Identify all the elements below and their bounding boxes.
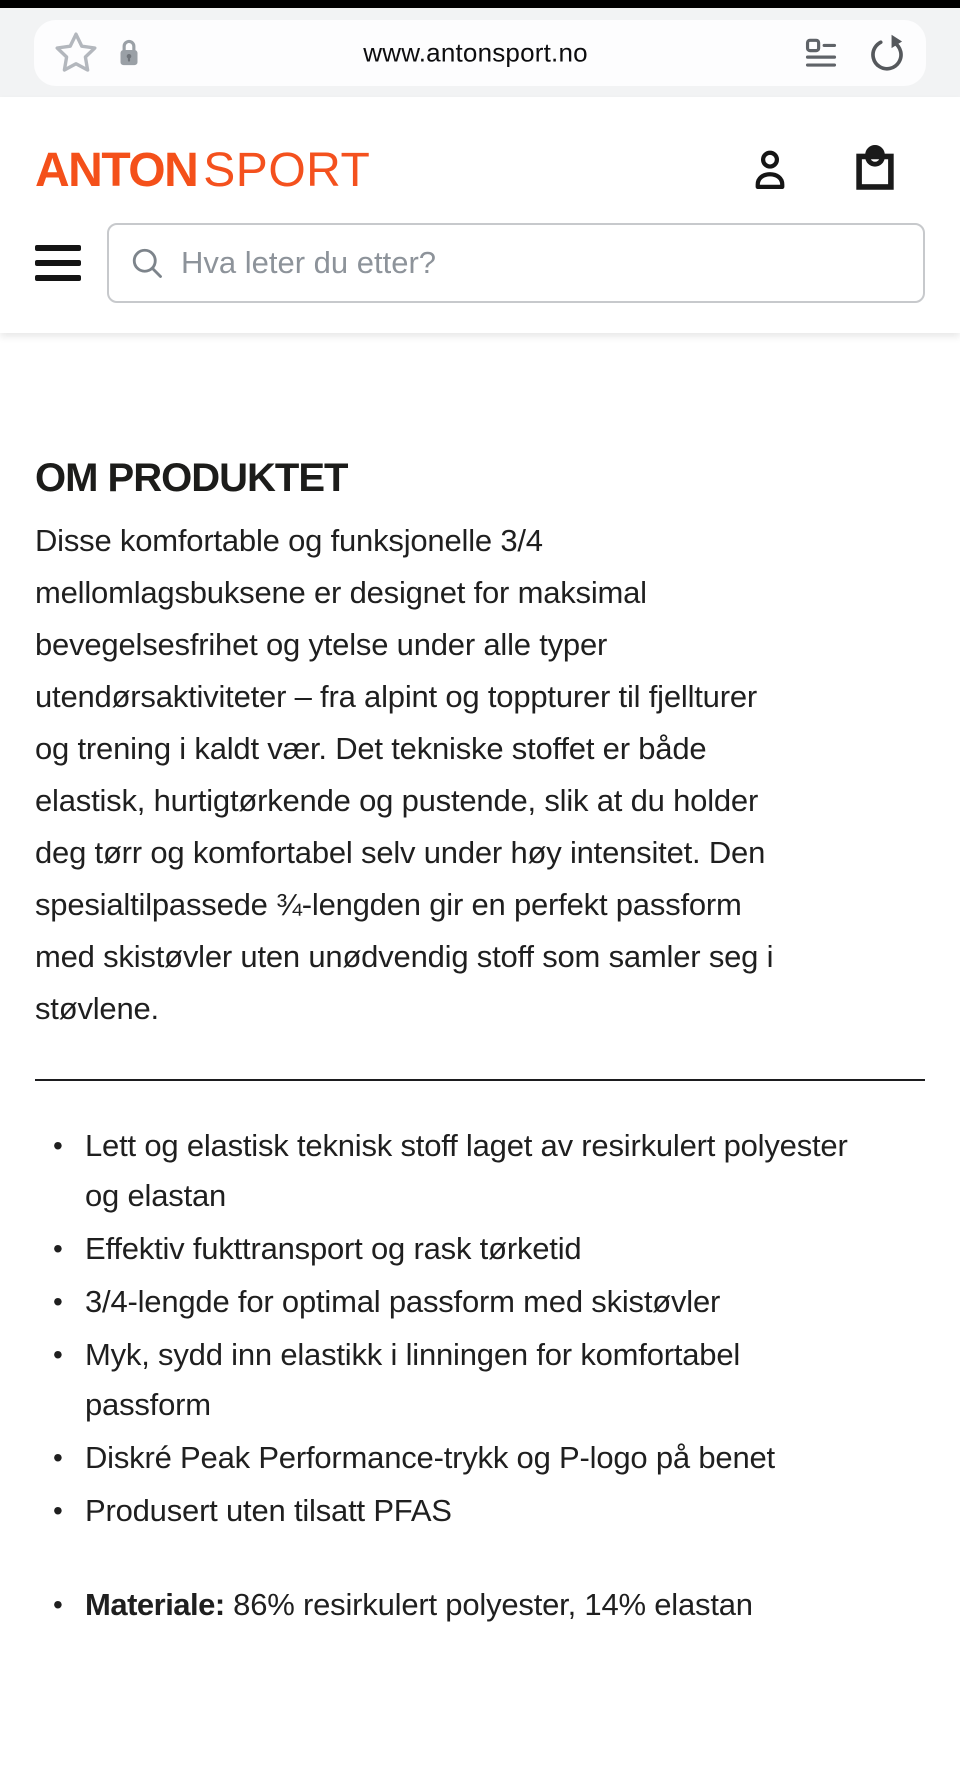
anton-sport-logo[interactable]	[35, 143, 370, 198]
material-label: Materiale:	[85, 1587, 225, 1622]
description-line: elastisk, hurtigtørkende og pustende, slik at du holder	[35, 783, 759, 818]
description-line: spesialtilpassede ¾-lengden gir en perfekt passform	[35, 887, 742, 922]
list-item: • Myk, sydd inn elastikk i linningen for komfortabel passform	[35, 1330, 865, 1430]
description-line: og trening i kaldt vær. Det tekniske stoffet er både	[35, 731, 707, 766]
browser-toolbar	[0, 8, 960, 97]
search-input[interactable]	[181, 245, 903, 281]
bookmark-star-icon[interactable]	[52, 29, 100, 77]
search-box[interactable]	[107, 223, 925, 303]
refresh-icon[interactable]	[866, 32, 908, 74]
search-icon	[129, 245, 165, 281]
list-item: • Lett og elastisk teknisk stoff laget av resirkulert polyester og elastan	[35, 1121, 865, 1221]
description-line: deg tørr og komfortabel selv under høy intensitet. Den	[35, 835, 766, 870]
feature-list	[35, 1121, 865, 1536]
list-item: • Effektiv fukttransport og rask tørketid	[35, 1224, 865, 1274]
material-row	[35, 1580, 865, 1630]
description-line: støvlene.	[35, 991, 159, 1026]
list-item: • Produsert uten tilsatt PFAS	[35, 1486, 865, 1536]
description-line: mellomlagsbuksene er designet for maksimal	[35, 575, 647, 610]
description-line: bevegelsesfrihet og ytelse under alle typer	[35, 627, 608, 662]
site-header	[0, 97, 960, 333]
menu-icon[interactable]	[35, 245, 81, 281]
logo-word-sport: SPORT	[203, 143, 371, 197]
account-icon[interactable]	[747, 145, 793, 195]
product-description-section	[0, 457, 960, 1630]
list-item: • 3/4-lengde for optimal passform med skistøvler	[35, 1277, 865, 1327]
description-line: utendørsaktiviteter – fra alpint og toppturer til fjellturer	[35, 679, 758, 714]
secure-lock-icon	[114, 36, 144, 70]
status-bar-strip	[0, 0, 960, 8]
reader-mode-icon[interactable]	[802, 34, 840, 72]
material-value: 86% resirkulert polyester, 14% elastan	[233, 1587, 753, 1622]
description-line: Disse komfortable og funksjonelle 3/4	[35, 523, 543, 558]
url-text[interactable]: www.antonsport.no	[363, 37, 588, 67]
address-bar[interactable]	[34, 20, 926, 86]
section-title: OM PRODUKTET	[35, 456, 348, 500]
product-description-text	[35, 515, 925, 1035]
list-item: • Diskré Peak Performance-trykk og P-logo på benet	[35, 1433, 865, 1483]
section-divider	[35, 1079, 925, 1081]
logo-word-anton: ANTON	[35, 143, 198, 197]
description-line: med skistøvler uten unødvendig stoff som samler seg i	[35, 939, 774, 974]
shopping-bag-icon[interactable]	[849, 141, 901, 199]
